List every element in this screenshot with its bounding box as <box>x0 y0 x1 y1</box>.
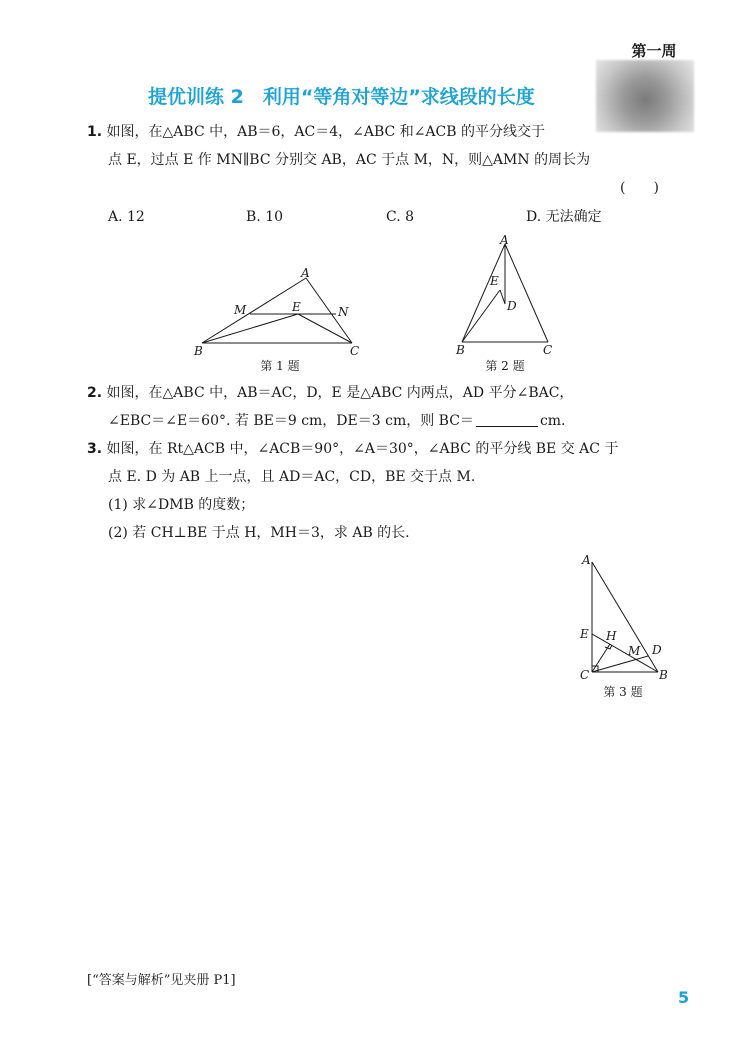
blurred-logo <box>596 60 694 132</box>
figure-2 <box>450 232 565 362</box>
label-c: C <box>350 344 360 358</box>
question-1 <box>87 120 545 144</box>
option-c: C. 8 <box>386 209 415 225</box>
answer-blank[interactable] <box>476 412 538 427</box>
figure-1 <box>190 262 375 362</box>
week-label: 第一周 <box>631 42 677 60</box>
label-h: H <box>606 629 617 643</box>
question-1-line-2: 点 E，过点 E 作 MN∥BC 分别交 AB，AC 于点 M，N，则△AMN 的周长为 <box>108 152 591 168</box>
figure-1-caption: 第 1 题 <box>260 359 300 373</box>
question-number: 1. <box>87 124 103 140</box>
label-d: D <box>507 299 517 313</box>
label-c: C <box>580 668 590 682</box>
sub-question-1: (1) 求∠DMB 的度数； <box>108 497 255 513</box>
label-m: M <box>234 303 247 317</box>
question-text: 如图，在△ABC 中，AB＝6，AC＝4，∠ABC 和∠ACB 的平分线交于 <box>106 124 545 140</box>
question-text: 如图，在△ABC 中，AB＝AC，D，E 是△ABC 内两点，AD 平分∠BAC， <box>106 385 574 401</box>
label-b: B <box>456 343 465 357</box>
section-title: 提优训练 2 利用“等角对等边”求线段的长度 <box>148 86 535 108</box>
sub-question-2: (2) 若 CH⊥BE 于点 H，MH＝3，求 AB 的长. <box>108 525 410 541</box>
figure-2-caption: 第 2 题 <box>485 359 525 373</box>
option-d: D. 无法确定 <box>526 209 602 225</box>
question-number: 3. <box>87 441 103 457</box>
question-3 <box>87 437 618 461</box>
unit-text: cm. <box>539 413 566 429</box>
page-number: 5 <box>678 988 690 1007</box>
question-text: 如图，在 Rt△ACB 中，∠ACB＝90°，∠A＝30°，∠ABC 的平分线 BE 交 AC 于 <box>106 441 619 457</box>
label-a: A <box>301 266 310 280</box>
question-number: 2. <box>87 385 103 401</box>
label-c: C <box>543 343 553 357</box>
label-e: E <box>292 300 301 314</box>
figure-3 <box>572 548 677 688</box>
figure-3-caption: 第 3 题 <box>603 685 643 699</box>
label-b: B <box>659 668 668 682</box>
label-a: A <box>500 233 509 247</box>
question-2 <box>87 381 573 405</box>
label-m: M <box>628 644 641 658</box>
question-2-line-2 <box>108 409 566 433</box>
option-a: A. 12 <box>108 209 145 225</box>
label-a: A <box>582 553 591 567</box>
question-text: ∠EBC＝∠E＝60°. 若 BE＝9 cm，DE＝3 cm，则 BC＝ <box>108 413 474 429</box>
answer-parentheses: ( ) <box>620 180 659 196</box>
label-e: E <box>580 627 589 641</box>
question-3-line-2: 点 E. D 为 AB 上一点，且 AD＝AC，CD，BE 交于点 M. <box>108 469 476 485</box>
answer-reference: [“答案与解析”见夹册 P1] <box>87 973 236 988</box>
label-b: B <box>194 344 203 358</box>
option-b: B. 10 <box>246 209 284 225</box>
label-e: E <box>490 274 499 288</box>
label-d: D <box>652 643 662 657</box>
label-n: N <box>338 305 349 319</box>
